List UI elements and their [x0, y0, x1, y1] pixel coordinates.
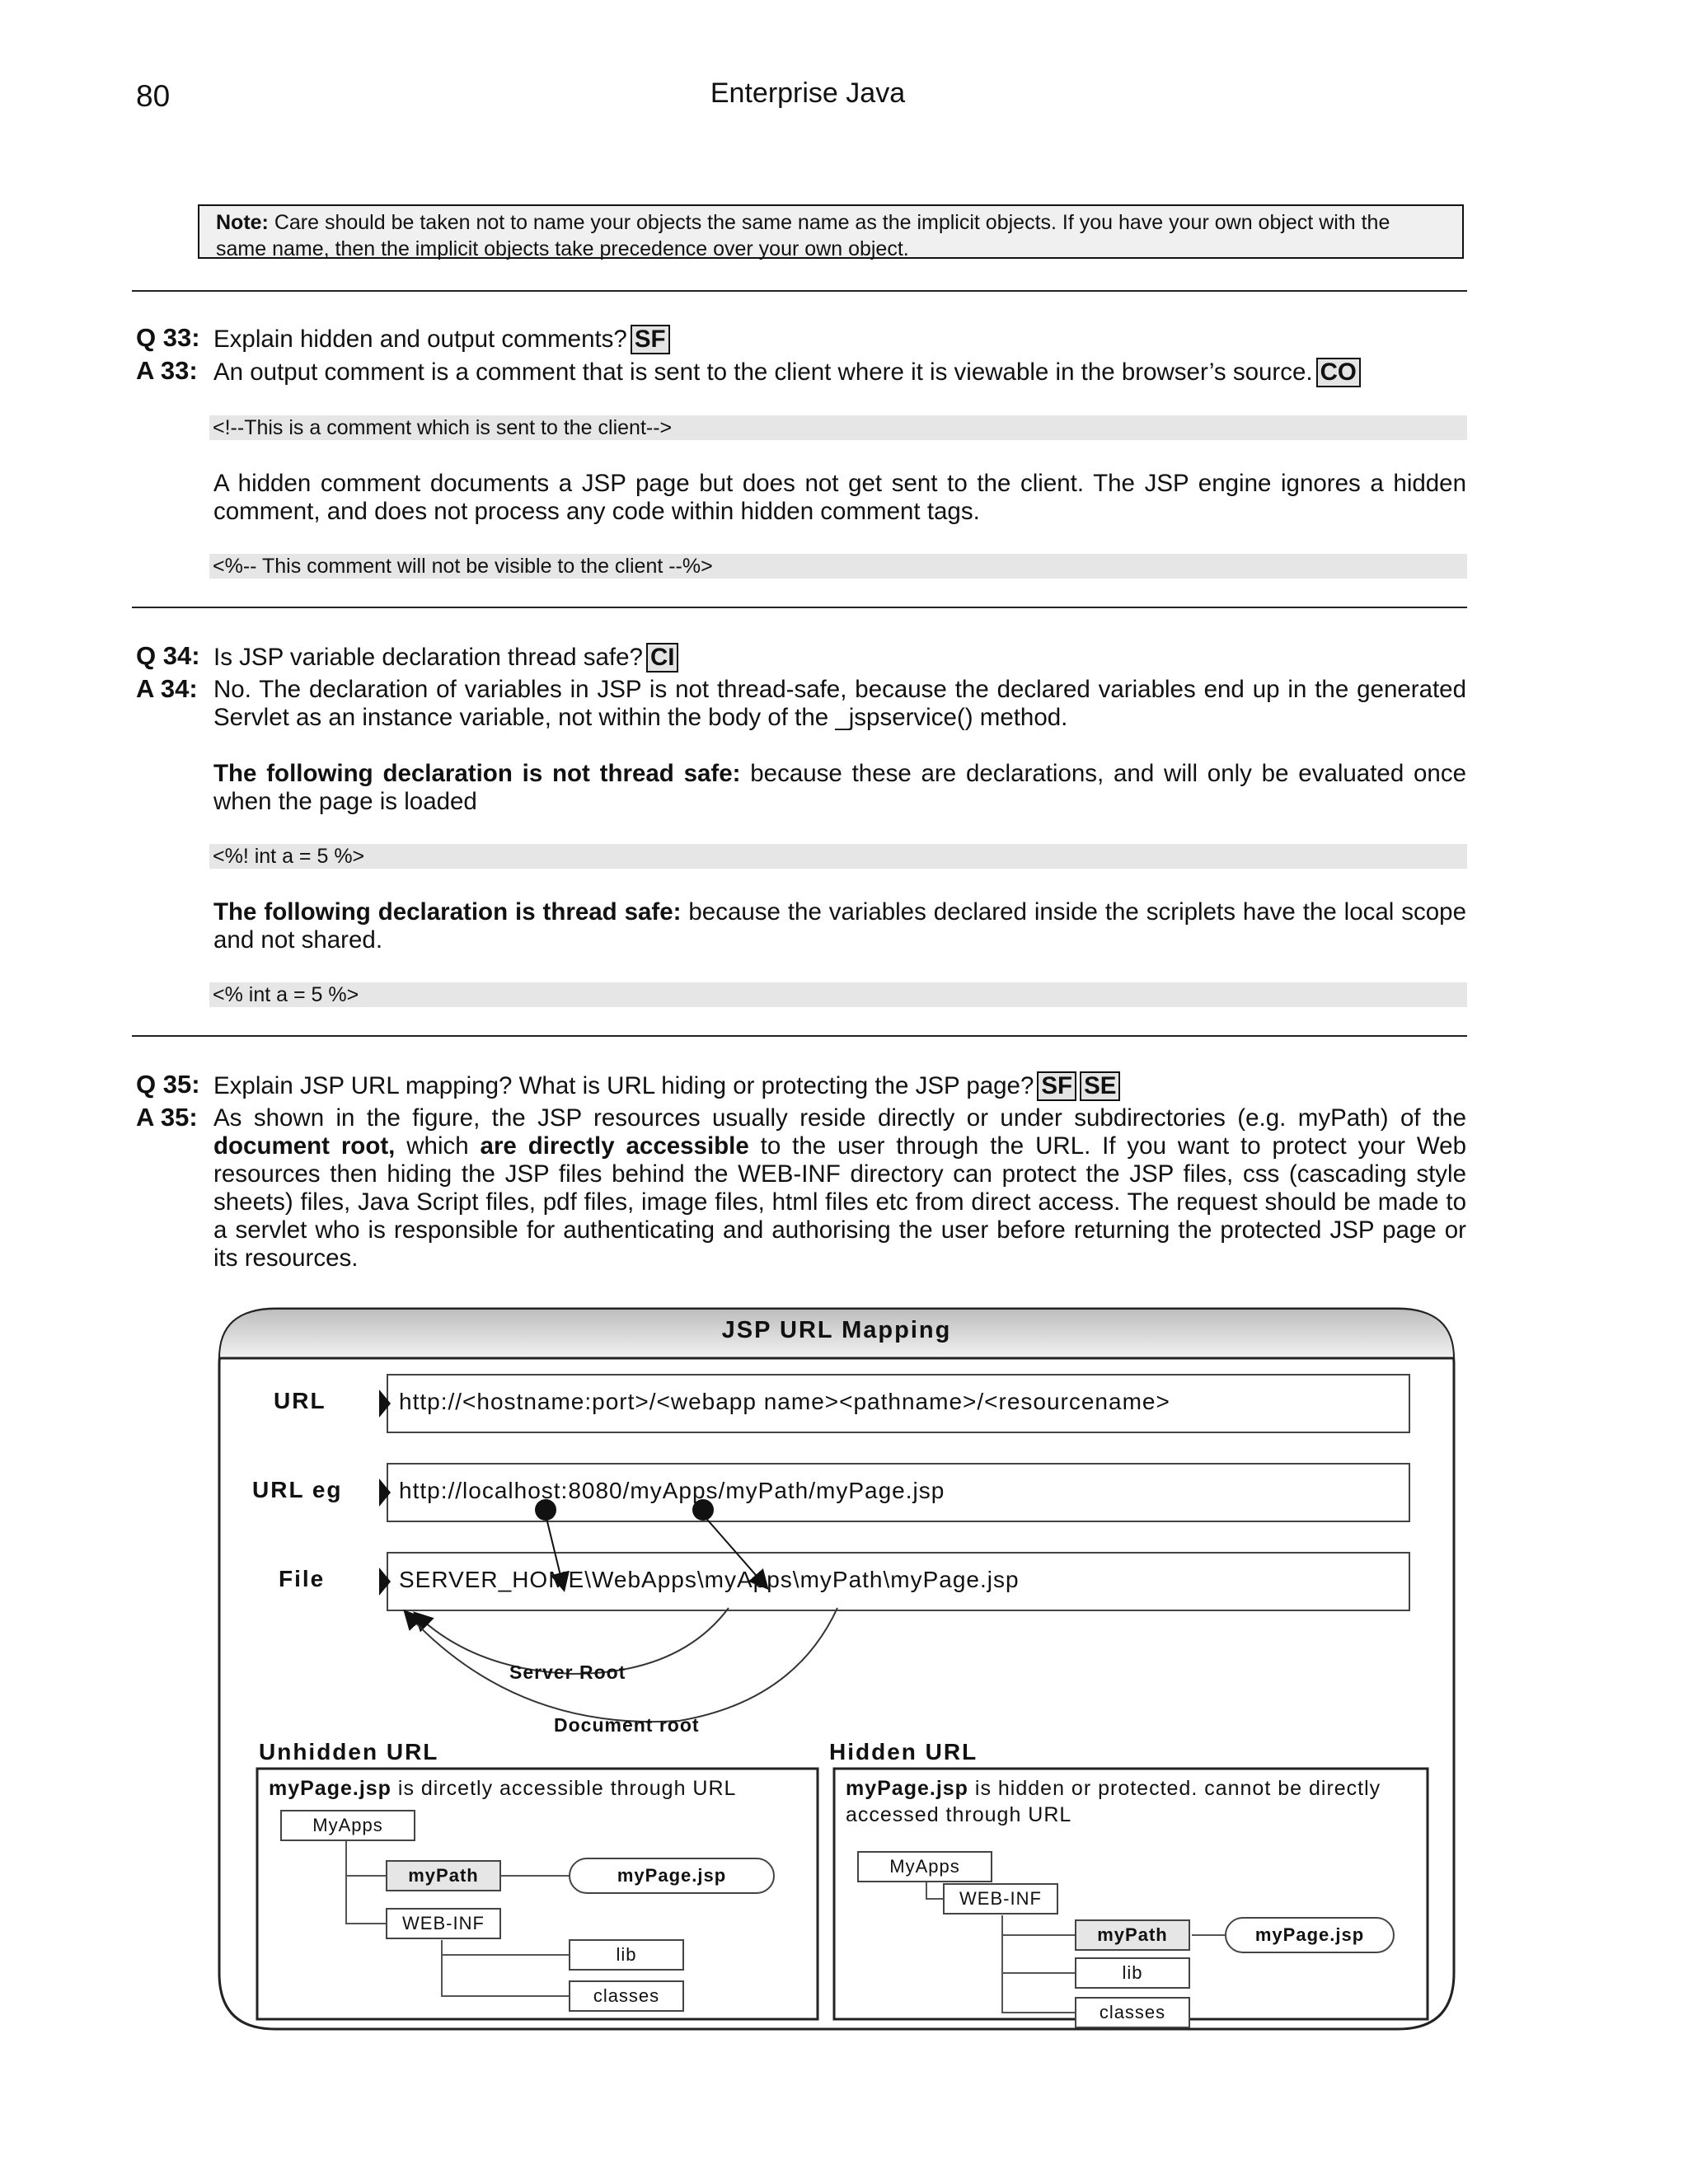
row-label-url-eg: URL eg — [252, 1477, 343, 1502]
a35-text-3: to the user through the URL. If you want to protect your Web resources then hiding the JSP files behind the WEB-INF directory can protect the JSP files, css (cascading style sheets) files, Java Script files, pdf files, image files, html files etc from direct access. The request should be made to a servlet who is responsible for authenticating and authorising the user before returning the protected JSP page or its resources. — [213, 1132, 1466, 1272]
hidden-mypath-folder: myPath — [1075, 1919, 1190, 1951]
a34-answer: No. The declaration of variables in JSP is not thread-safe, because the declared variables end up in the generated Servlet as an instance variable, not within the body of the _jspservice() method. — [213, 676, 1466, 731]
hidden-myapps-folder: MyApps — [857, 1851, 992, 1882]
a33-label: A 33: — [136, 356, 198, 385]
q35-tag-se: SE — [1080, 1071, 1120, 1101]
hidden-url-heading: Hidden URL — [829, 1739, 978, 1765]
code-output-comment: <!--This is a comment which is sent to the client--> — [209, 415, 1467, 440]
q33-question-text: Explain hidden and output comments? — [213, 326, 627, 353]
q34-tag-ci: CI — [646, 643, 679, 673]
code-scriptlet: <% int a = 5 %> — [209, 982, 1467, 1007]
document-root-label: Document root — [554, 1714, 700, 1736]
unhidden-lib-folder: lib — [569, 1939, 684, 1971]
q35-tag-sf: SF — [1037, 1071, 1076, 1101]
a34-safe-text: because the variables declared inside the scriplets have the local scope and not shared. — [213, 898, 1466, 954]
hidden-lib-folder: lib — [1075, 1957, 1190, 1989]
a33-answer-text: An output comment is a comment that is sent to the client where it is viewable in the browser’s source. — [213, 359, 1313, 386]
a35-text-1: As shown in the figure, the JSP resources usually reside directly or under subdirectories (e.g. myPath) of the — [213, 1104, 1466, 1132]
server-root-label: Server Root — [509, 1661, 626, 1683]
a33-tag-co: CO — [1316, 358, 1361, 387]
unhidden-url-heading: Unhidden URL — [259, 1739, 439, 1765]
unhidden-mypath-folder: myPath — [386, 1860, 501, 1891]
section-divider — [132, 290, 1467, 292]
unhidden-mypage-file: myPage.jsp — [569, 1858, 775, 1894]
a34-not-safe-para — [213, 760, 1466, 816]
row-label-url: URL — [274, 1388, 326, 1413]
note-box — [198, 204, 1464, 259]
a35-bold-document-root: document root, — [213, 1132, 396, 1160]
hidden-description — [846, 1775, 1390, 1828]
a35-bold-directly-accessible: are directly accessible — [480, 1132, 749, 1160]
unhidden-classes-folder: classes — [569, 1980, 684, 2012]
section-divider — [132, 607, 1467, 608]
note-label: Note: — [216, 211, 269, 234]
q35-question-text: Explain JSP URL mapping? What is URL hiding or protecting the JSP page? — [213, 1072, 1034, 1099]
unhidden-webinf-folder: WEB-INF — [386, 1908, 501, 1939]
q33-question — [213, 325, 1466, 354]
unhidden-desc-bold: myPage.jsp — [269, 1777, 392, 1800]
note-text: Care should be taken not to name your objects the same name as the implicit objects. If you have your own object with the same name, then the implicit objects take precedence over your own object. — [216, 211, 1390, 260]
hidden-classes-folder: classes — [1075, 1997, 1190, 2028]
diagram-title: JSP URL Mapping — [721, 1317, 952, 1343]
code-declaration: <%! int a = 5 %> — [209, 844, 1467, 869]
row-label-file: File — [279, 1566, 326, 1591]
unhidden-description — [269, 1775, 804, 1802]
url-template-text: http://<hostname:port>/<webapp name><pathname>/<resourcename> — [399, 1389, 1170, 1414]
unhidden-desc-text: is dircetly accessible through URL — [391, 1777, 737, 1800]
a33-hidden-comment-para: A hidden comment documents a JSP page but does not get sent to the client. The JSP engine ignores a hidden comment, and does not process any code within hidden comment tags. — [213, 470, 1466, 525]
q34-label: Q 34: — [136, 641, 200, 670]
hidden-webinf-folder: WEB-INF — [943, 1883, 1058, 1915]
unhidden-myapps-folder: MyApps — [280, 1810, 415, 1841]
q34-question-text: Is JSP variable declaration thread safe? — [213, 644, 643, 671]
a35-label: A 35: — [136, 1103, 198, 1132]
a35-text-2: which — [395, 1132, 481, 1160]
page-number: 80 — [136, 79, 171, 113]
file-path-text: SERVER_HOME\WebApps\myApps\myPath\myPage.jsp — [399, 1567, 1020, 1592]
running-head: Enterprise Java — [710, 77, 906, 109]
hidden-desc-bold: myPage.jsp — [846, 1777, 968, 1800]
q34-question — [213, 643, 1466, 673]
a34-safe-bold: The following declaration is thread safe: — [213, 898, 682, 926]
hidden-desc-text: is hidden or protected. cannot be directly accessed through URL — [846, 1777, 1381, 1826]
q35-question — [213, 1071, 1466, 1101]
a34-not-safe-bold: The following declaration is not thread safe: — [213, 760, 741, 787]
code-hidden-comment: <%-- This comment will not be visible to the client --%> — [209, 554, 1467, 579]
q33-tag-sf: SF — [631, 325, 670, 354]
a34-safe-para — [213, 898, 1466, 954]
hidden-mypage-file: myPage.jsp — [1225, 1917, 1395, 1953]
a34-label: A 34: — [136, 674, 198, 703]
q33-label: Q 33: — [136, 323, 200, 352]
section-divider — [132, 1035, 1467, 1037]
a34-not-safe-text: because these are declarations, and will only be evaluated once when the page is loaded — [213, 760, 1466, 815]
url-example-text: http://localhost:8080/myApps/myPath/myPage.jsp — [399, 1478, 945, 1503]
jsp-url-mapping-diagram — [218, 1307, 1456, 2031]
a33-answer — [213, 358, 1466, 387]
q35-label: Q 35: — [136, 1070, 200, 1099]
a35-answer — [213, 1104, 1466, 1272]
